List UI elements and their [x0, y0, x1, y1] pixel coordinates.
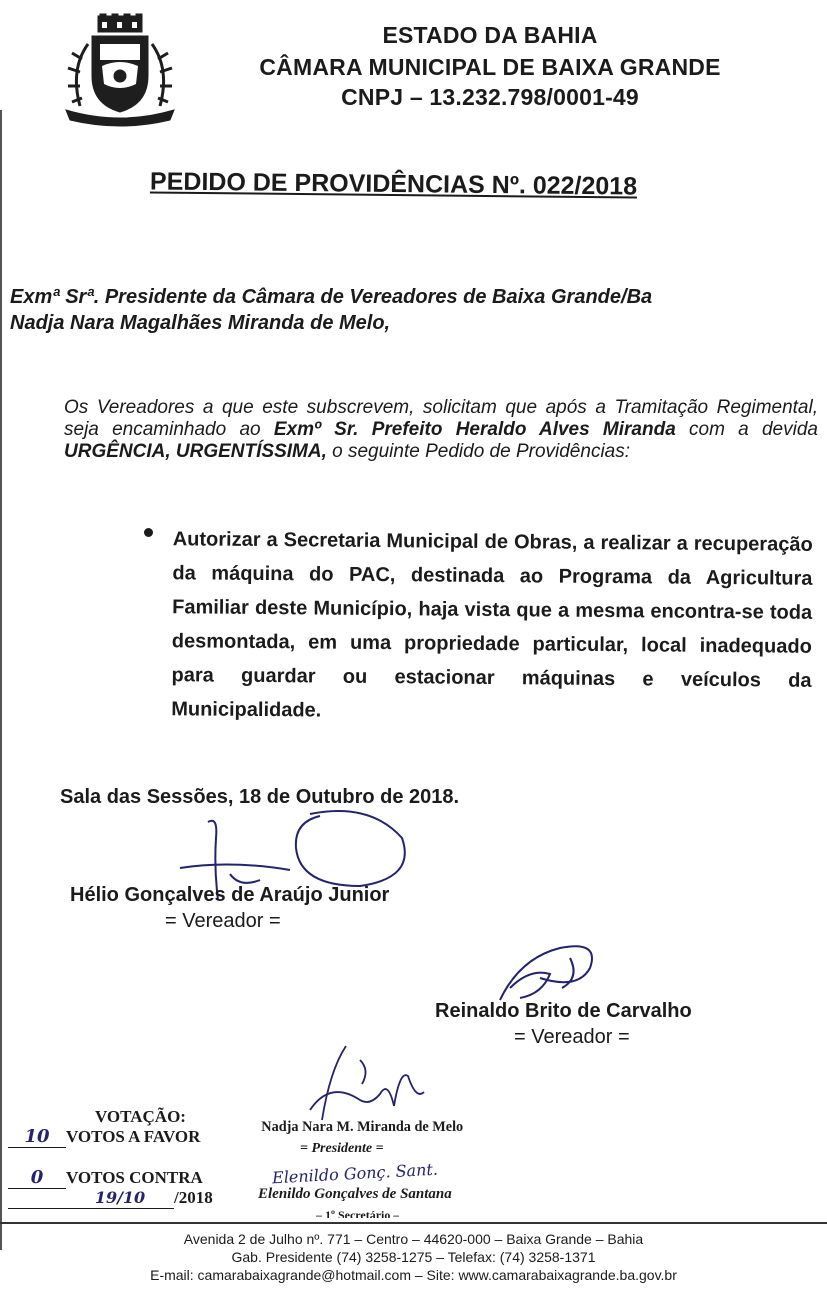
signatory-2-name: Reinaldo Brito de Carvalho	[435, 1000, 692, 1022]
body-part-5: o seguinte Pedido de Providências:	[326, 441, 631, 462]
addressee-line-2: Nadja Nara Magalhães Miranda de Melo,	[10, 312, 391, 334]
voting-date-blank	[8, 1188, 66, 1209]
addressee-line-1: Exmª Srª. Presidente da Câmara de Vereadores de Baixa Grande/Ba	[10, 286, 653, 308]
mayor-name: Exmº Sr. Prefeito Heraldo Alves Miranda	[273, 419, 676, 440]
document-title: PEDIDO DE PROVIDÊNCIAS Nº. 022/2018	[149, 167, 638, 201]
footer-phones: Gab. Presidente (74) 3258-1275 – Telefax: (74) 3258-1371	[231, 1249, 596, 1265]
president-role: = Presidente =	[300, 1141, 384, 1156]
body-part-3: com a devida	[675, 419, 818, 440]
votes-against-row	[8, 1167, 203, 1189]
secretary-signature: Elenildo Gonç. Sant.	[271, 1159, 439, 1188]
votes-favor-row	[8, 1126, 200, 1148]
municipal-coat-of-arms-icon	[60, 14, 180, 126]
voting-title: VOTAÇÃO:	[95, 1107, 186, 1126]
footer-address: Avenida 2 de Julho nº. 771 – Centro – 44620-000 – Baixa Grande – Bahia	[183, 1231, 644, 1247]
footer-divider	[0, 1222, 827, 1224]
secretary-role: – 1º Secretário –	[316, 1208, 400, 1218]
votes-favor-count: 10	[24, 1126, 50, 1147]
president-name: Nadja Nara M. Miranda de Melo	[261, 1119, 464, 1135]
voting-date-handwritten: 19/10	[94, 1188, 146, 1207]
addressee	[10, 284, 652, 336]
signature-2-scribble	[480, 938, 620, 1008]
signatory-2-role: = Vereador =	[514, 1026, 630, 1048]
body-part-1: Os Vereadores a que este subscrevem, solicitam que após a Tramitação Regimental, seja encaminhado ao	[64, 397, 818, 440]
state-heading: ESTADO DA BAHIA	[382, 22, 598, 48]
cnpj-heading: CNPJ – 13.232.798/0001-49	[341, 84, 639, 110]
voting-date-field	[66, 1188, 174, 1209]
votes-favor-count-field	[8, 1126, 66, 1148]
urgency-text: URGÊNCIA, URGENTÍSSIMA,	[64, 441, 327, 462]
footer-contact: E-mail: camarabaixagrande@hotmail.com – Site: www.camarabaixagrande.ba.gov.br	[150, 1267, 677, 1283]
votes-against-label: VOTOS CONTRA	[66, 1168, 203, 1187]
request-item: Autorizar a Secretaria Municipal de Obras, a realizar a recuperação da máquina do PAC, destinada ao Programa da Agricultura Familiar deste Município, haja vista que a mesma encontra-se toda desmontada, em uma propriedade particular, local inadequado para guardar ou estacionar máquinas e veículos da Municipalidade.	[171, 528, 813, 722]
votes-against-count: 0	[30, 1167, 44, 1188]
signatory-1-name: Hélio Gonçalves de Araújo Junior	[70, 884, 390, 906]
request-paragraph	[8, 397, 818, 463]
voting-date-year: /2018	[174, 1188, 213, 1207]
president-signature-scribble	[300, 1040, 430, 1130]
votes-against-count-field	[8, 1167, 66, 1189]
signatory-1-role: = Vereador =	[165, 910, 281, 932]
votes-favor-label: VOTOS A FAVOR	[66, 1127, 201, 1146]
session-date-line: Sala das Sessões, 18 de Outubro de 2018.	[60, 786, 460, 808]
secretary-name: Elenildo Gonçalves de Santana	[258, 1186, 452, 1202]
voting-date-row	[8, 1188, 213, 1209]
footer	[0, 1230, 827, 1284]
bullet-icon	[144, 528, 153, 537]
chamber-heading: CÂMARA MUNICIPAL DE BAIXA GRANDE	[259, 54, 721, 80]
page-edge-line	[0, 110, 2, 1250]
